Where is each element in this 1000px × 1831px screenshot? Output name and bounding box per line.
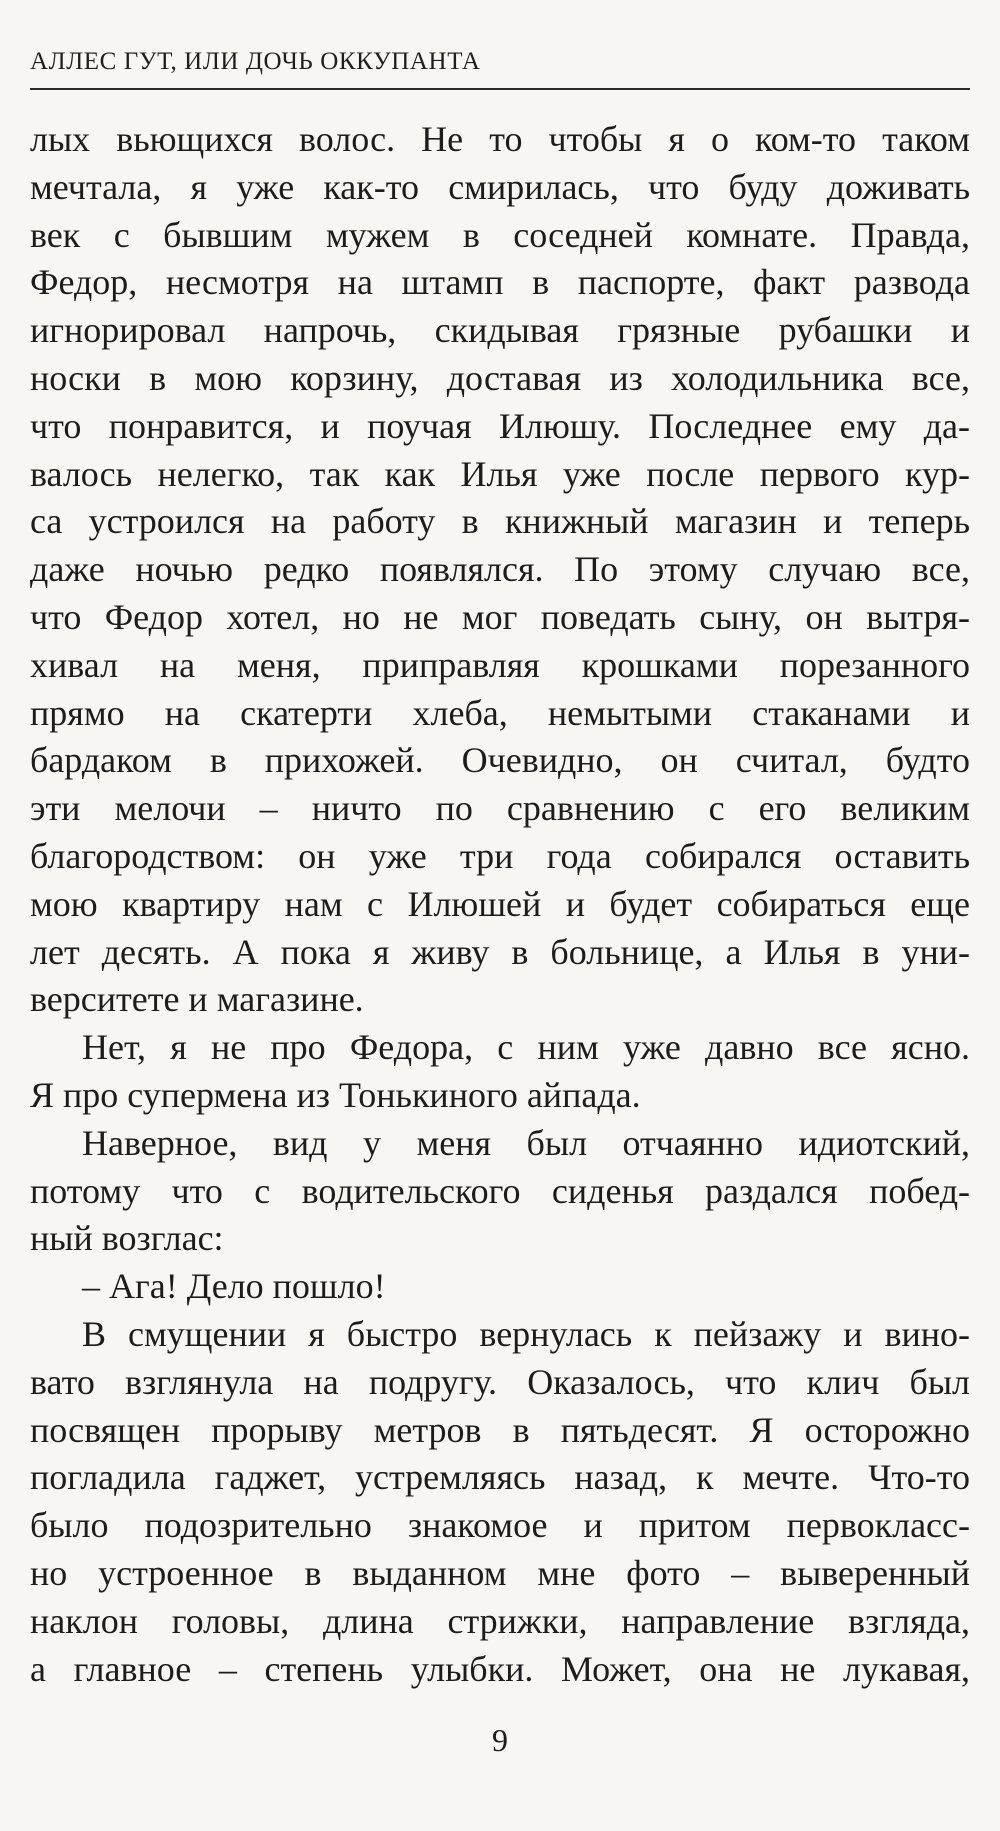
- running-header: АЛЛЕС ГУТ, ИЛИ ДОЧЬ ОККУПАНТА: [30, 48, 481, 75]
- text-line: потому что с водительского сиденья раздался побед-: [30, 1170, 970, 1211]
- text-line: а главное – степень улыбки. Может, она не лукавая,: [30, 1648, 970, 1689]
- text-line: Федор, несмотря на штамп в паспорте, факт развода: [30, 262, 970, 303]
- text-line: эти мелочи – ничто по сравнению с его великим: [30, 788, 970, 829]
- text-line: благородством: он уже три года собирался оставить: [30, 835, 970, 876]
- text-line: са устроился на работу в книжный магазин и теперь: [30, 501, 970, 542]
- text-line: мою квартиру нам с Илюшей и будет собираться еще: [30, 883, 970, 924]
- text-line: наклон головы, длина стрижки, направление взгляда,: [30, 1600, 970, 1641]
- text-line: вато взглянула на подругу. Оказалось, что клич был: [30, 1361, 970, 1402]
- text-line: что понравится, и поучая Илюшу. Последнее ему да-: [30, 405, 970, 446]
- text-line: Наверное, вид у меня был отчаянно идиотский,: [82, 1122, 970, 1163]
- text-line: ный возглас:: [30, 1218, 224, 1259]
- text-line: было подозрительно знакомое и притом первокласс-: [30, 1505, 970, 1546]
- text-line: лых вьющихся волос. Не то чтобы я о ком-то таком: [30, 119, 970, 159]
- text-line: мечтала, я уже как-то смирилась, что буду доживать: [30, 166, 970, 207]
- dialogue-line: – Ага! Дело пошло!: [82, 1266, 386, 1307]
- text-line: посвящен прорыву метров в пятьдесят. Я осторожно: [30, 1409, 970, 1450]
- header-rule: [30, 88, 970, 90]
- body-text: [30, 116, 970, 1693]
- text-line: погладила гаджет, устремляясь назад, к мечте. Что-то: [30, 1457, 970, 1498]
- text-line: игнорировал напрочь, скидывая грязные рубашки и: [30, 310, 970, 351]
- text-line: верситете и магазине.: [30, 979, 364, 1020]
- text-line: прямо на скатерти хлеба, немытыми стаканами и: [30, 692, 970, 733]
- text-line: бардаком в прихожей. Очевидно, он считал, будто: [30, 740, 970, 781]
- text-line: но устроенное в выданном мне фото – выверенный: [30, 1552, 970, 1593]
- text-line: лет десять. А пока я живу в больнице, а Илья в уни-: [30, 931, 970, 972]
- text-line: валось нелегко, так как Илья уже после первого кур-: [30, 453, 970, 494]
- text-line: носки в мою корзину, доставая из холодильника все,: [30, 357, 970, 398]
- text-line: Нет, я не про Федора, с ним уже давно все ясно.: [82, 1027, 970, 1068]
- text-line: даже ночью редко появлялся. По этому случаю все,: [30, 549, 970, 590]
- text-line: В смущении я быстро вернулась к пейзажу и вино-: [82, 1313, 970, 1354]
- text-line: что Федор хотел, но не мог поведать сыну, он вытря-: [30, 596, 970, 637]
- text-line: Я про супермена из Тонькиного айпада.: [30, 1074, 641, 1115]
- text-line: хивал на меня, приправляя крошками порезанного: [30, 644, 970, 685]
- text-line: век с бывшим мужем в соседней комнате. Правда,: [30, 214, 970, 255]
- page-number: 9: [492, 1722, 508, 1758]
